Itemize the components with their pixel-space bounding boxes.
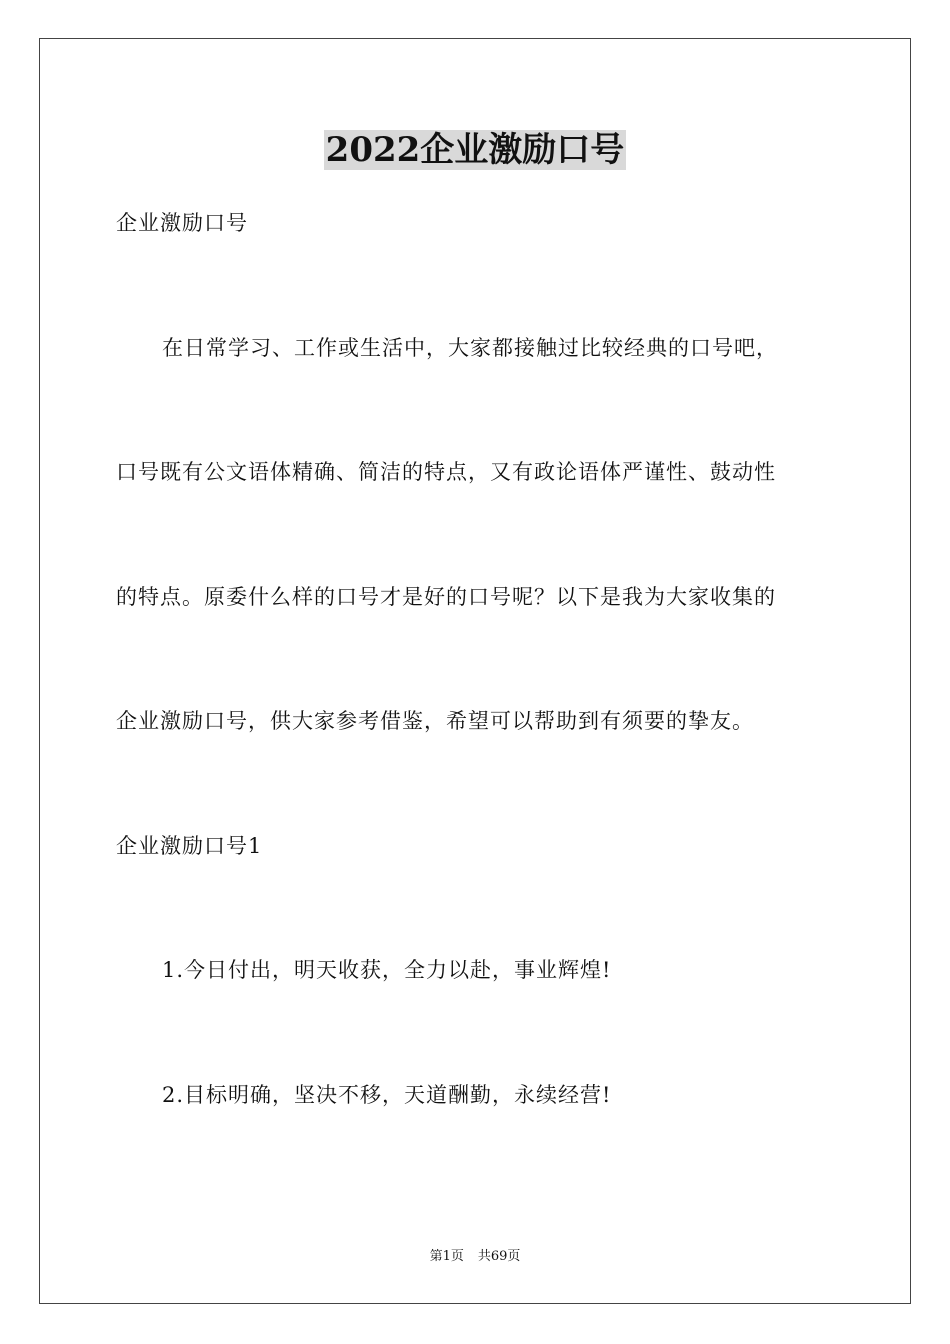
paragraph-line-2: 口号既有公文语体精确、简洁的特点，又有政论语体严谨性、鼓动性 — [116, 460, 776, 484]
slogan-item-1: 1.今日付出，明天收获，全力以赴，事业辉煌! — [162, 958, 612, 982]
page-footer — [0, 1248, 950, 1266]
section-heading: 企业激励口号1 — [116, 834, 263, 858]
page-total: 共69页 — [477, 1249, 521, 1264]
page-number: 第1页 — [429, 1249, 464, 1264]
document-title — [0, 128, 950, 172]
paragraph-line-4: 企业激励口号，供大家参考借鉴，希望可以帮助到有须要的挚友。 — [116, 709, 754, 733]
slogan-item-2: 2.目标明确，坚决不移，天道酬勤，永续经营! — [162, 1083, 612, 1107]
document-title-text: 2022企业激励口号 — [325, 130, 625, 170]
document-subtitle: 企业激励口号 — [116, 211, 248, 235]
paragraph-line-3: 的特点。原委什么样的口号才是好的口号呢？以下是我为大家收集的 — [116, 585, 776, 609]
paragraph-line-1: 在日常学习、工作或生活中，大家都接触过比较经典的口号吧， — [162, 336, 778, 360]
